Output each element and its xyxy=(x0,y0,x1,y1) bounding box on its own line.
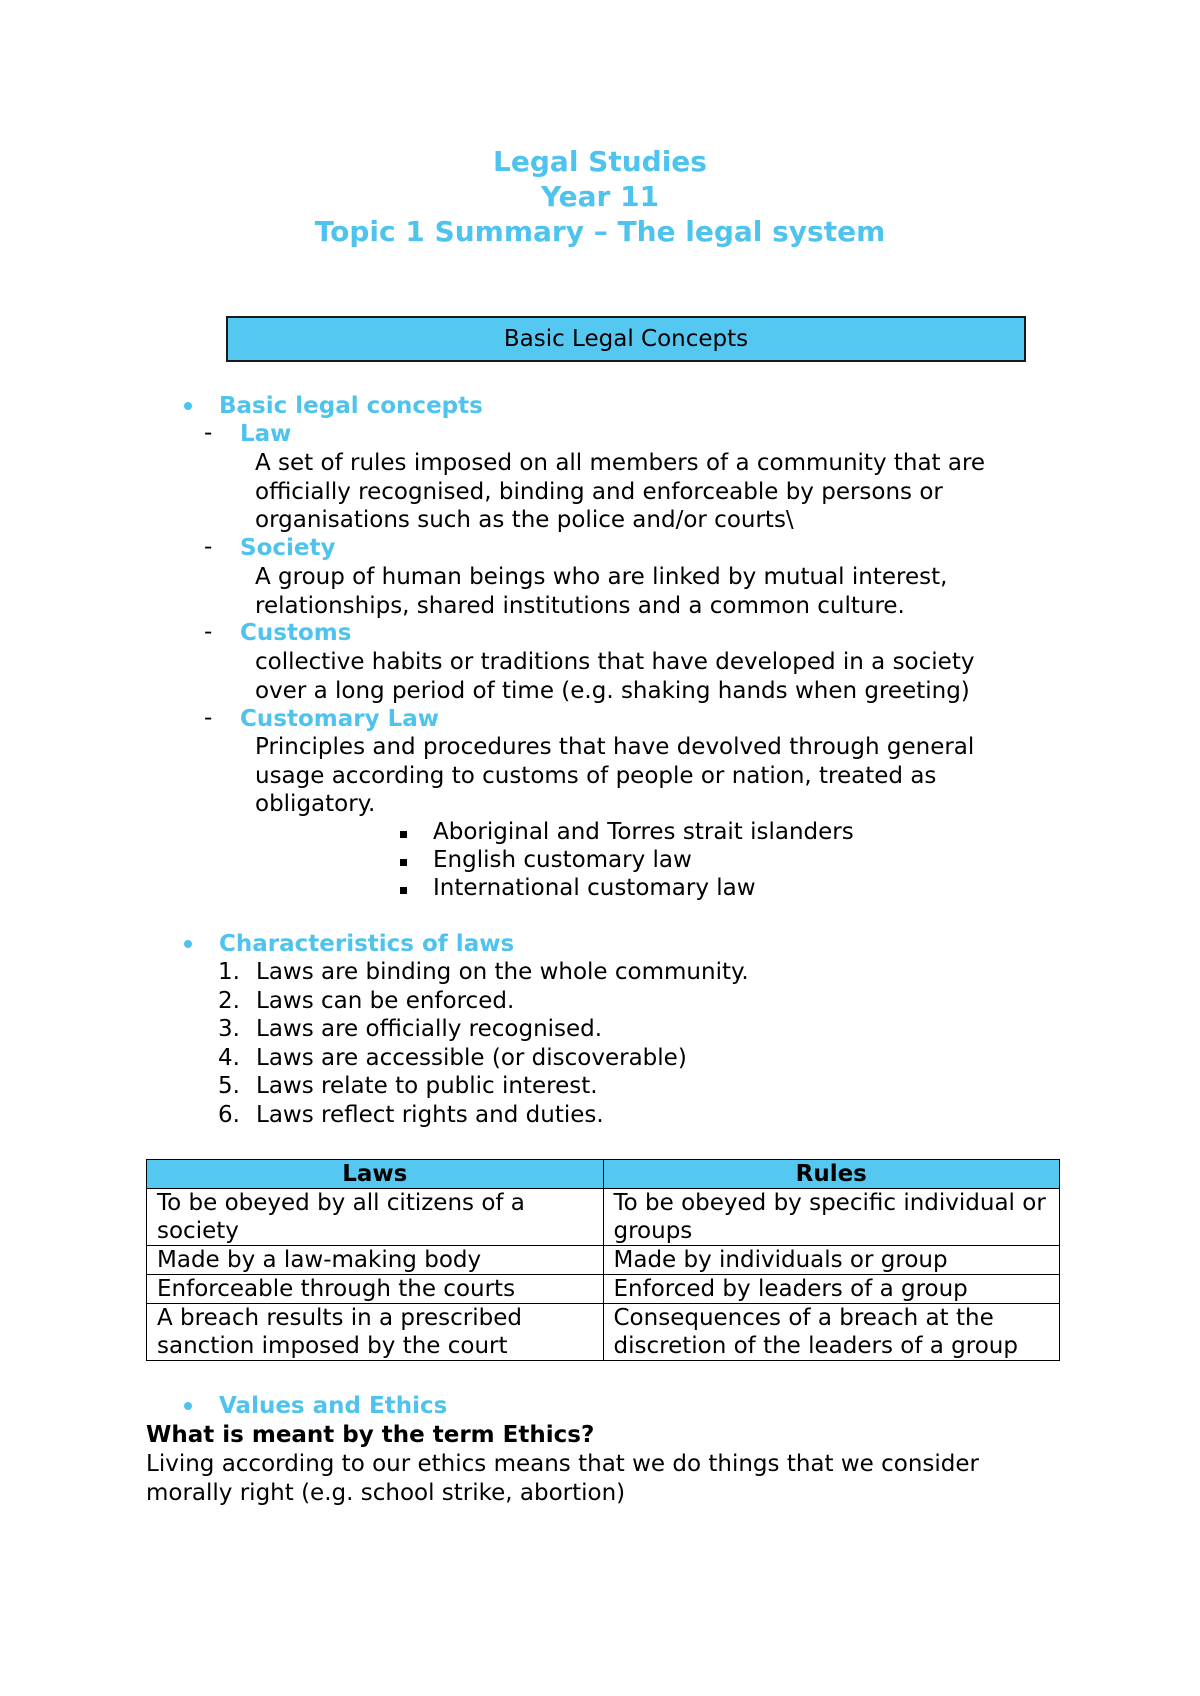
list-item: 5. Laws relate to public interest. xyxy=(218,1073,598,1099)
term-society: Society xyxy=(240,535,336,561)
title-subject: Legal Studies xyxy=(493,145,707,178)
table-header-row xyxy=(147,1160,1060,1189)
example-item: English customary law xyxy=(433,847,692,873)
ethics-definition: Living according to our ethics means that we do things that we consider morally right (e.g. school strike, abortion) xyxy=(146,1451,979,1506)
table-cell: To be obeyed by all citizens of a society xyxy=(147,1189,604,1246)
column-header-rules: Rules xyxy=(603,1160,1060,1189)
dash-icon: - xyxy=(204,705,213,731)
table-cell: Consequences of a breach at the discretion of the leaders of a group xyxy=(603,1304,1060,1361)
table-row xyxy=(147,1304,1060,1361)
list-item: 4. Laws are accessible (or discoverable) xyxy=(218,1044,687,1071)
list-item: 3. Laws are officially recognised. xyxy=(218,1016,603,1042)
list-item: 2. Laws can be enforced. xyxy=(218,987,515,1014)
definition-customary-law: Principles and procedures that have devolved through general usage according to customs of people or nation, treated as obligatory. xyxy=(255,734,975,817)
list-item: 6. Laws reflect rights and duties. xyxy=(218,1101,604,1128)
square-bullet-icon xyxy=(400,859,407,866)
dash-icon: - xyxy=(204,534,213,560)
term-law: Law xyxy=(240,421,292,447)
ethics-question: What is meant by the term Ethics? xyxy=(146,1422,595,1448)
table-row xyxy=(147,1275,1060,1304)
table-cell: Enforceable through the courts xyxy=(147,1275,604,1304)
title-year: Year 11 xyxy=(540,180,660,213)
column-header-laws: Laws xyxy=(147,1160,604,1189)
title-topic: Topic 1 Summary – The legal system xyxy=(314,215,886,248)
list-item: 1. Laws are binding on the whole community. xyxy=(218,959,749,985)
term-customary-law: Customary Law xyxy=(240,706,439,732)
characteristics-heading: Characteristics of laws xyxy=(219,931,515,957)
table-cell: Made by individuals or group xyxy=(603,1246,1060,1275)
basic-concepts-heading: Basic legal concepts xyxy=(219,393,483,419)
table-row xyxy=(147,1246,1060,1275)
laws-vs-rules-table xyxy=(146,1159,1060,1361)
definition-customs: collective habits or traditions that have developed in a society over a long period of time (e.g. shaking hands when greeting) xyxy=(255,649,975,704)
term-customs: Customs xyxy=(240,620,352,646)
table-cell: To be obeyed by specific individual or groups xyxy=(603,1189,1060,1246)
square-bullet-icon xyxy=(400,887,407,894)
values-heading: Values and Ethics xyxy=(219,1393,448,1419)
dash-icon: - xyxy=(204,420,213,446)
dash-icon: - xyxy=(204,619,213,645)
example-item: Aboriginal and Torres strait islanders xyxy=(433,819,854,845)
definition-society: A group of human beings who are linked by mutual interest, relationships, shared institutions and a common culture. xyxy=(255,564,948,619)
example-item: International customary law xyxy=(433,875,756,901)
characteristics-list xyxy=(218,958,749,1129)
bullet-dot-icon xyxy=(184,940,192,948)
definition-law: A set of rules imposed on all members of a community that are officially recognised, binding and enforceable by persons or organisations such as the police and/or courts\ xyxy=(255,450,986,533)
square-bullet-icon xyxy=(400,831,407,838)
bullet-dot-icon xyxy=(184,1402,192,1410)
section-heading-box: Basic Legal Concepts xyxy=(226,316,1026,362)
table-row xyxy=(147,1189,1060,1246)
table-cell: Made by a law-making body xyxy=(147,1246,604,1275)
bullet-dot-icon xyxy=(184,402,192,410)
table-cell: A breach results in a prescribed sanction imposed by the court xyxy=(147,1304,604,1361)
table-cell: Enforced by leaders of a group xyxy=(603,1275,1060,1304)
document-title xyxy=(0,144,1200,249)
